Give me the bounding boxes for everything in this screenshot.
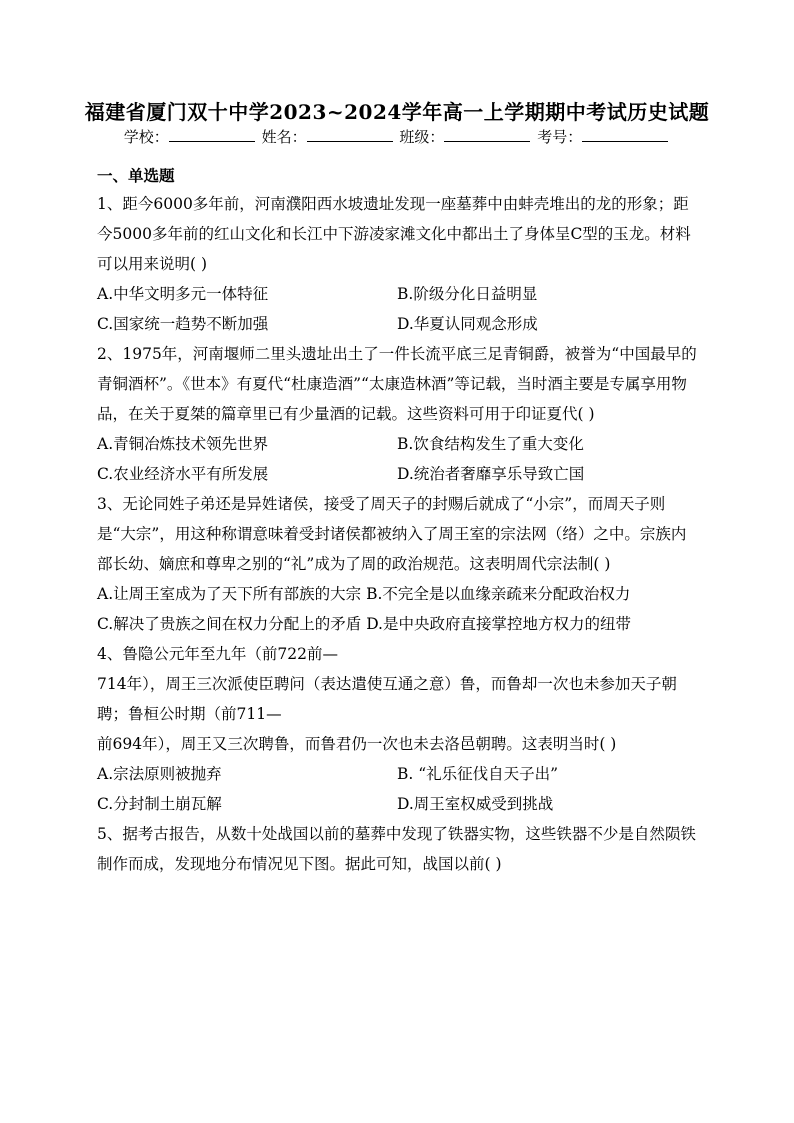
option-c[interactable]: C.农业经济水平有所发展 (97, 465, 269, 483)
option-c[interactable]: C.国家统一趋势不断加强 (97, 315, 269, 333)
class-blank[interactable] (444, 127, 530, 142)
option-d[interactable]: D.华夏认同观念形成 (397, 315, 538, 333)
student-info-row (0, 126, 794, 147)
name-label: 姓名： (261, 128, 307, 146)
options (97, 429, 697, 489)
question-list (97, 163, 697, 879)
question-stem: 3、无论同姓子弟还是异姓诸侯，接受了周天子的封赐后就成了“小宗”，而周天子则是“大宗”，用这种称谓意味着受封诸侯都被纳入了周王室的宗法网（络）之中。宗族内部长幼、嫡庶和尊卑之别的“礼”成为了周的政治规范。这表明周代宗法制( ) (97, 495, 687, 573)
question-5 (97, 819, 697, 879)
name-blank[interactable] (307, 127, 393, 142)
class-label: 班级： (399, 128, 445, 146)
page-title: 福建省厦门双十中学2023~2024学年高一上学期期中考试历史试题 (84, 100, 710, 124)
school-label: 学校： (123, 128, 169, 146)
option-a[interactable]: A.让周王室成为了天下所有部族的大宗 (97, 585, 362, 603)
option-a[interactable]: A.青铜冶炼技术领先世界 (97, 435, 269, 453)
school-blank[interactable] (169, 127, 255, 142)
question-4 (97, 639, 697, 819)
options (97, 279, 697, 339)
options-row-2 (97, 609, 697, 639)
question-stem: 2、1975年，河南堰师二里头遗址出土了一件长流平底三足青铜爵，被誉为“中国最早的青铜酒杯”。《世本》有夏代“杜康造酒”“太康造林酒”等记载，当时酒主要是专属享用物品，在关于夏桀的篇章里已有少量酒的记载。这些资料可用于印证夏代( ) (97, 345, 697, 423)
question-stem-line-1: 4、鲁隐公元年至九年（前722前— (97, 645, 338, 663)
option-c[interactable]: C.解决了贵族之间在权力分配上的矛盾 (97, 615, 362, 633)
options-row-1 (97, 579, 697, 609)
option-d[interactable]: D.统治者奢靡享乐导致亡国 (397, 465, 585, 483)
question-stem: 1、距今6000多年前，河南濮阳西水坡遗址发现一座墓葬中由蚌壳堆出的龙的形象；距今5000多年前的红山文化和长江中下游凌家滩文化中都出土了身体呈C型的玉龙。材料可以用来说明( ) (97, 195, 691, 273)
question-3 (97, 489, 697, 639)
question-2 (97, 339, 697, 489)
option-b[interactable]: B.不完全是以血缘亲疏来分配政治权力 (366, 585, 631, 603)
option-b[interactable]: B.阶级分化日益明显 (397, 285, 538, 303)
number-label: 考号： (537, 128, 583, 146)
section-heading: 一、单选题 (97, 166, 175, 185)
option-c[interactable]: C.分封制土崩瓦解 (97, 795, 222, 813)
question-stem: 5、据考古报告，从数十处战国以前的墓葬中发现了铁器实物，这些铁器不少是自然陨铁制作而成，发现地分布情况见下图。据此可知，战国以前( ) (97, 825, 696, 873)
question-stem-line-3: 前694年），周王又三次聘鲁，而鲁君仍一次也未去洛邑朝聘。这表明当时( ) (97, 735, 617, 753)
option-b[interactable]: B. “礼乐征伐自天子出” (397, 765, 559, 783)
option-a[interactable]: A.宗法原则被抛弃 (97, 765, 222, 783)
question-stem-line-2: 714年），周王三次派使臣聘问（表达遣使互通之意）鲁，而鲁却一次也未参加天子朝聘；鲁桓公时期（前711— (97, 675, 677, 723)
option-d[interactable]: D.周王室权威受到挑战 (397, 795, 554, 813)
options (97, 759, 697, 819)
option-a[interactable]: A.中华文明多元一体特征 (97, 285, 269, 303)
question-1 (97, 189, 697, 339)
option-b[interactable]: B.饮食结构发生了重大变化 (397, 435, 584, 453)
number-blank[interactable] (582, 127, 668, 142)
option-d[interactable]: D.是中央政府直接掌控地方权力的纽带 (366, 615, 631, 633)
